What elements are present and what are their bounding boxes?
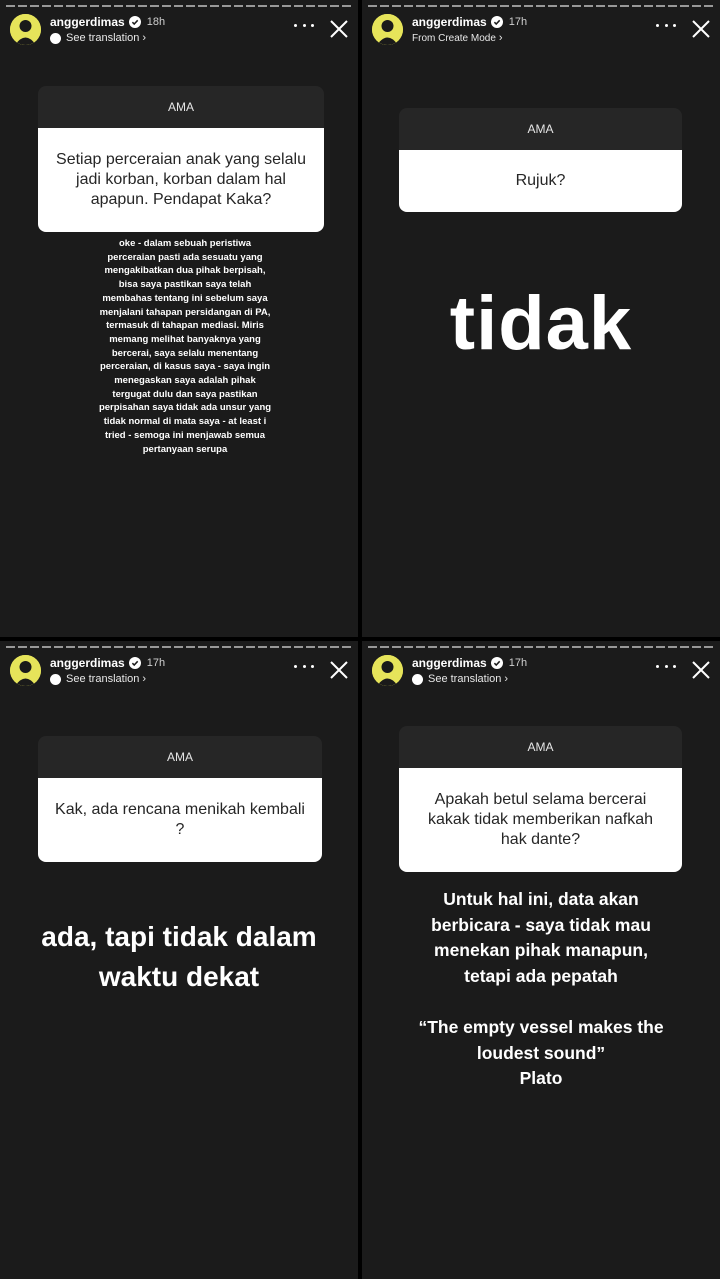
story-time: 17h bbox=[146, 657, 166, 669]
story-answer-text: tidak bbox=[449, 281, 633, 366]
see-translation-link[interactable] bbox=[50, 31, 146, 45]
ama-question: Setiap perceraian anak yang selalu jadi korban, korban dalam hal apapun. Pendapat Kaka? bbox=[38, 128, 324, 232]
translate-globe-icon bbox=[50, 33, 61, 44]
ama-question: Kak, ada rencana menikah kembali ? bbox=[38, 778, 322, 862]
ama-label: AMA bbox=[38, 86, 324, 128]
story-header bbox=[362, 641, 720, 695]
username[interactable]: anggerdimas bbox=[50, 15, 125, 29]
more-options-icon[interactable] bbox=[656, 20, 676, 30]
ama-question-card bbox=[399, 108, 682, 212]
more-options-icon[interactable] bbox=[294, 20, 314, 30]
story-answer-text: oke - dalam sebuah peristiwa perceraian pasti ada sesuatu yang mengakibatkan dua pihak berpisah, bisa saya pastikan saya telah membahas tentang ini sebelum saya menjalani tahapan persidangan di PA, termasuk di tahapan mediasi. Miris memang melihat banyaknya yang bercerai, saya selalu menentang perceraian, di kasus saya - saya ingin menegaskan saya adalah pihak tergugat dulu dan saya pastikan perpisahan saya tidak ada unsur yang tidak normal di mata saya - at least i tried - semoga ini menjawab semua pertanyaan serupa bbox=[98, 238, 272, 455]
story-header bbox=[362, 0, 720, 54]
translate-globe-icon bbox=[50, 674, 61, 685]
subtitle-text: See translation bbox=[428, 673, 502, 685]
more-options-icon[interactable] bbox=[294, 661, 314, 671]
ama-label: AMA bbox=[38, 736, 322, 778]
verified-badge-icon bbox=[129, 657, 141, 669]
username[interactable]: anggerdimas bbox=[412, 656, 487, 670]
ama-question: Apakah betul selama bercerai kakak tidak memberikan nafkah hak dante? bbox=[399, 768, 682, 872]
translate-globe-icon bbox=[412, 674, 423, 685]
username[interactable]: anggerdimas bbox=[412, 15, 487, 29]
subtitle-text: From Create Mode bbox=[412, 32, 496, 44]
answer-quote: “The empty vessel makes the loudest sound” bbox=[418, 1016, 664, 1063]
chevron-right-icon: › bbox=[142, 32, 147, 44]
chevron-right-icon: › bbox=[504, 673, 509, 685]
ama-question-card bbox=[38, 86, 324, 232]
avatar[interactable] bbox=[372, 655, 403, 686]
answer-line-1: ada, tapi tidak dalam bbox=[41, 921, 317, 952]
close-icon[interactable] bbox=[690, 659, 712, 681]
story-answer-text bbox=[0, 917, 358, 997]
story-panel-3[interactable] bbox=[0, 641, 358, 1279]
ama-label: AMA bbox=[399, 726, 682, 768]
avatar[interactable] bbox=[10, 14, 41, 45]
avatar[interactable] bbox=[372, 14, 403, 45]
see-translation-link[interactable] bbox=[50, 672, 146, 686]
ama-question-card bbox=[38, 736, 322, 862]
quote-author: Plato bbox=[519, 1068, 563, 1089]
verified-badge-icon bbox=[491, 16, 503, 28]
story-panel-4[interactable] bbox=[362, 641, 720, 1279]
ama-question-card bbox=[399, 726, 682, 872]
chevron-right-icon: › bbox=[498, 32, 503, 44]
subtitle-text: See translation bbox=[66, 32, 140, 44]
story-answer-text bbox=[412, 887, 670, 1092]
chevron-right-icon: › bbox=[142, 673, 147, 685]
story-panel-2[interactable] bbox=[362, 0, 720, 637]
create-mode-link[interactable] bbox=[412, 31, 503, 45]
verified-badge-icon bbox=[129, 16, 141, 28]
ama-question: Rujuk? bbox=[399, 150, 682, 212]
more-options-icon[interactable] bbox=[656, 661, 676, 671]
avatar[interactable] bbox=[10, 655, 41, 686]
story-panel-1[interactable] bbox=[0, 0, 358, 637]
answer-body: Untuk hal ini, data akan berbicara - saya tidak mau menekan pihak manapun, tetapi ada pepatah bbox=[431, 889, 651, 987]
story-time: 17h bbox=[508, 657, 528, 669]
story-time: 17h bbox=[508, 16, 528, 28]
username[interactable]: anggerdimas bbox=[50, 656, 125, 670]
see-translation-link[interactable] bbox=[412, 672, 508, 686]
close-icon[interactable] bbox=[328, 18, 350, 40]
story-time: 18h bbox=[146, 16, 166, 28]
story-header bbox=[0, 0, 358, 54]
verified-badge-icon bbox=[491, 657, 503, 669]
subtitle-text: See translation bbox=[66, 673, 140, 685]
close-icon[interactable] bbox=[328, 659, 350, 681]
ama-label: AMA bbox=[399, 108, 682, 150]
close-icon[interactable] bbox=[690, 18, 712, 40]
answer-line-2: waktu dekat bbox=[98, 961, 260, 992]
story-header bbox=[0, 641, 358, 695]
